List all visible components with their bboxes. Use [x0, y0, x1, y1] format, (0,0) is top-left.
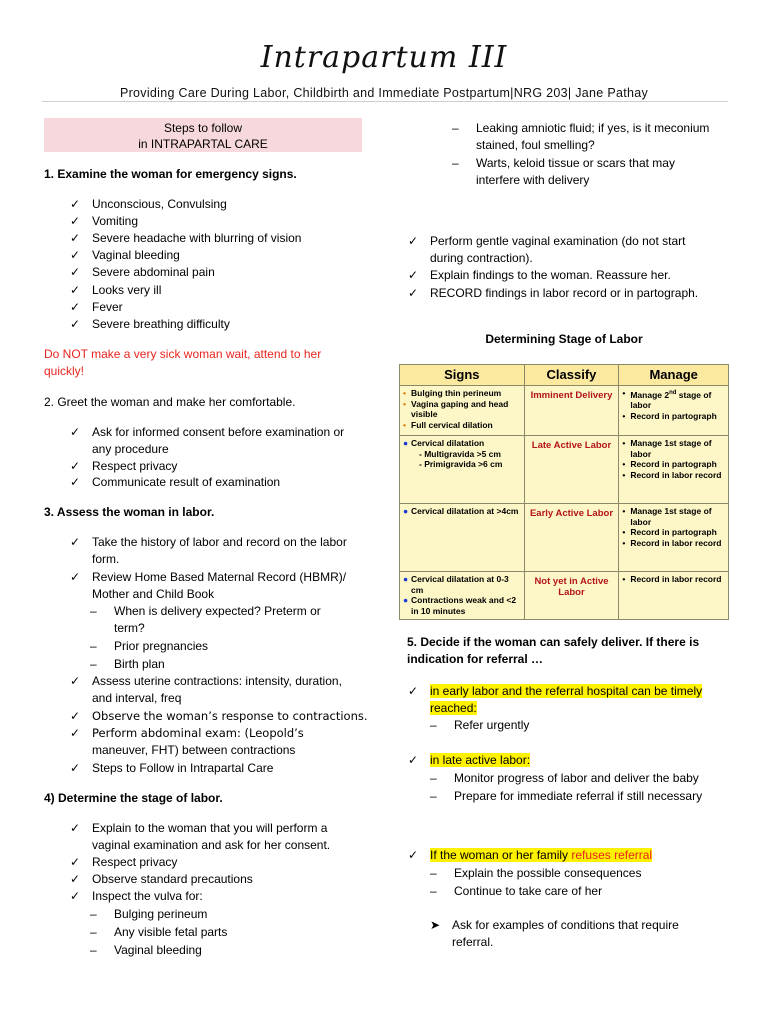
page-title: Intrapartum III [260, 40, 508, 75]
check-icon: ✓ [70, 674, 81, 688]
list-item: ✓ Inspect the vulva for: [70, 888, 370, 906]
list-item: ✓ Assess uterine contractions: intensity, duration, [70, 673, 370, 691]
manage-cell: • Manage 1st stage of labor • Record in partograph • Record in labor record [619, 436, 729, 504]
dash-item: – Warts, keloid tissue or scars that may [452, 156, 675, 170]
list-item: ➤ Ask for examples of conditions that require [430, 917, 740, 935]
check-icon: ✓ [70, 535, 81, 549]
warning-line-1: Do NOT make a very sick woman wait, attend to her [44, 347, 322, 361]
dash-item: – Prior pregnancies [90, 639, 209, 653]
list-item: ✓ Fever [70, 299, 370, 317]
dash-item: – Refer urgently [430, 718, 530, 732]
page-subtitle: Providing Care During Labor, Childbirth and Immediate Postpartum|NRG 203| Jane Pathay [119, 86, 649, 100]
steps-box-line1: Steps to follow [163, 121, 243, 135]
list-item: ✓ Unconscious, Convulsing [70, 196, 370, 214]
check-icon: ✓ [408, 753, 419, 767]
dash-item: – Leaking amniotic fluid; if yes, is it meconium [452, 121, 710, 135]
list-item: ✓ Explain findings to the woman. Reassure her. [408, 267, 738, 285]
list-item: ✓ Review Home Based Maternal Record (HBMR)/ [70, 569, 370, 587]
check-icon: ✓ [408, 684, 419, 698]
table-row [400, 504, 729, 572]
check-icon: ✓ [70, 726, 81, 740]
check-icon: ✓ [408, 286, 419, 300]
list-item: ✓ Vomiting [70, 213, 370, 231]
check-icon: ✓ [70, 872, 81, 886]
check-icon: ✓ [70, 248, 81, 263]
table-row [400, 386, 729, 436]
list-item-cont: reached: [430, 701, 477, 715]
signs-cell: ● Cervical dilatation at 0-3 cm ● Contractions weak and <2 in 10 minutes [400, 572, 525, 620]
list-item-cont: any procedure [92, 442, 169, 456]
dash-item: – Any visible fetal parts [90, 925, 228, 939]
signs-cell: ● Cervical dilatation - Multigravida >5 cm - Primigravida >6 cm [400, 436, 525, 504]
check-icon: ✓ [70, 709, 81, 723]
list-item: ✓ Communicate result of examination [70, 474, 370, 492]
check-icon: ✓ [408, 268, 419, 282]
signs-cell: ● Cervical dilatation at >4cm [400, 504, 525, 572]
check-icon: ✓ [70, 475, 81, 489]
list-item: ✓ in early labor and the referral hospital can be timely [408, 683, 738, 701]
list-item: ✓ Observe standard precautions [70, 871, 370, 889]
list-item-cont: referral. [452, 935, 494, 949]
list-item: ✓ Severe headache with blurring of vision [70, 230, 370, 248]
manage-cell: • Manage 1st stage of labor • Record in partograph • Record in labor record [619, 504, 729, 572]
list-item: ✓ Respect privacy [70, 854, 370, 872]
list-item: ✓ Looks very ill [70, 282, 370, 300]
list-item-cont: Mother and Child Book [92, 587, 215, 601]
section-1-heading: 1. Examine the woman for emergency signs. [44, 167, 297, 181]
check-icon: ✓ [70, 761, 81, 775]
check-icon: ✓ [70, 855, 81, 869]
check-icon: ✓ [70, 570, 81, 584]
check-icon: ✓ [70, 889, 81, 903]
table-row [400, 436, 729, 504]
table-title: Determining Stage of Labor [485, 332, 643, 346]
section-5-heading-2: indication for referral … [407, 652, 544, 666]
list-item: ✓ Ask for informed consent before examination or [70, 424, 370, 442]
steps-box [44, 118, 362, 152]
list-item: ✓ Vaginal bleeding [70, 247, 370, 265]
steps-box-line2: in INTRAPARTAL CARE [138, 137, 268, 151]
table-header: Signs [400, 365, 525, 386]
section-2-heading: 2. Greet the woman and make her comfortable. [44, 395, 296, 409]
check-icon: ✓ [70, 197, 81, 211]
list-item: ✓ If the woman or her family refuses referral [408, 847, 738, 865]
dash-item: – Prepare for immediate referral if still necessary [430, 789, 703, 803]
dash-item: – Bulging perineum [90, 907, 208, 921]
list-item-cont: maneuver, FHT) between contractions [92, 743, 296, 757]
check-icon: ✓ [70, 316, 81, 331]
classify-cell: Late Active Labor [524, 436, 619, 504]
list-item: ✓ in late active labor: [408, 752, 738, 770]
list-item: ✓ Explain to the woman that you will perform a [70, 820, 370, 838]
dash-item: – Vaginal bleeding [90, 943, 202, 957]
check-icon: ✓ [70, 821, 81, 835]
check-icon: ✓ [70, 425, 81, 439]
list-item-cont: and interval, freq [92, 691, 182, 705]
list-item-cont: form. [92, 552, 120, 566]
table-row [400, 572, 729, 620]
manage-cell: • Record in labor record [619, 572, 729, 620]
table-header: Classify [524, 365, 619, 386]
section-5-heading-1: 5. Decide if the woman can safely deliver. If there is [407, 635, 700, 649]
signs-cell: • Bulging thin perineum • Vagina gaping and head visible • Full cervical dilation [400, 386, 525, 436]
table-header-row [400, 365, 729, 386]
stage-of-labor-table [399, 364, 729, 620]
list-item: ✓ Severe breathing difficulty [70, 316, 370, 334]
list-item: ✓ Respect privacy [70, 458, 370, 476]
dash-item-cont: term? [114, 621, 145, 635]
check-icon: ✓ [70, 299, 81, 314]
list-item: ✓ Take the history of labor and record on the labor [70, 534, 370, 552]
list-item-cont: during contraction). [430, 251, 533, 265]
list-item-cont: vaginal examination and ask for her consent. [92, 838, 331, 852]
list-item: ✓ Observe the woman’s response to contractions. [70, 708, 370, 726]
dash-item: – When is delivery expected? Preterm or [90, 604, 321, 618]
dash-item: – Continue to take care of her [430, 884, 603, 898]
warning-line-2: quickly! [44, 364, 85, 378]
dash-item-cont: interfere with delivery [476, 173, 590, 187]
section-4-heading: 4) Determine the stage of labor. [44, 791, 223, 805]
list-item: ✓ Perform gentle vaginal examination (do not start [408, 233, 738, 251]
dash-item: – Explain the possible consequences [430, 866, 642, 880]
check-icon: ✓ [408, 848, 419, 862]
classify-cell: Imminent Delivery [524, 386, 619, 436]
dash-item: – Birth plan [90, 657, 165, 671]
classify-cell: Not yet in Active Labor [524, 572, 619, 620]
table-header: Manage [619, 365, 729, 386]
arrow-bullet-icon: ➤ [430, 918, 441, 932]
check-icon: ✓ [70, 231, 81, 246]
check-icon: ✓ [70, 265, 81, 280]
list-item: ✓ Steps to Follow in Intrapartal Care [70, 760, 370, 778]
check-icon: ✓ [70, 459, 81, 473]
dash-item: – Monitor progress of labor and deliver the baby [430, 771, 699, 785]
list-item: ✓ RECORD findings in labor record or in partograph. [408, 285, 738, 303]
manage-cell: • Manage 2nd stage of labor • Record in partograph [619, 386, 729, 436]
header-divider [42, 101, 728, 102]
check-icon: ✓ [70, 282, 81, 297]
classify-cell: Early Active Labor [524, 504, 619, 572]
dash-item-cont: stained, foul smelling? [476, 138, 595, 152]
list-item: ✓ Severe abdominal pain [70, 264, 370, 282]
check-icon: ✓ [408, 234, 419, 248]
check-icon: ✓ [70, 214, 81, 229]
list-item: ✓ Perform abdominal exam: (Leopold’s [70, 725, 370, 743]
section-3-heading: 3. Assess the woman in labor. [44, 505, 215, 519]
